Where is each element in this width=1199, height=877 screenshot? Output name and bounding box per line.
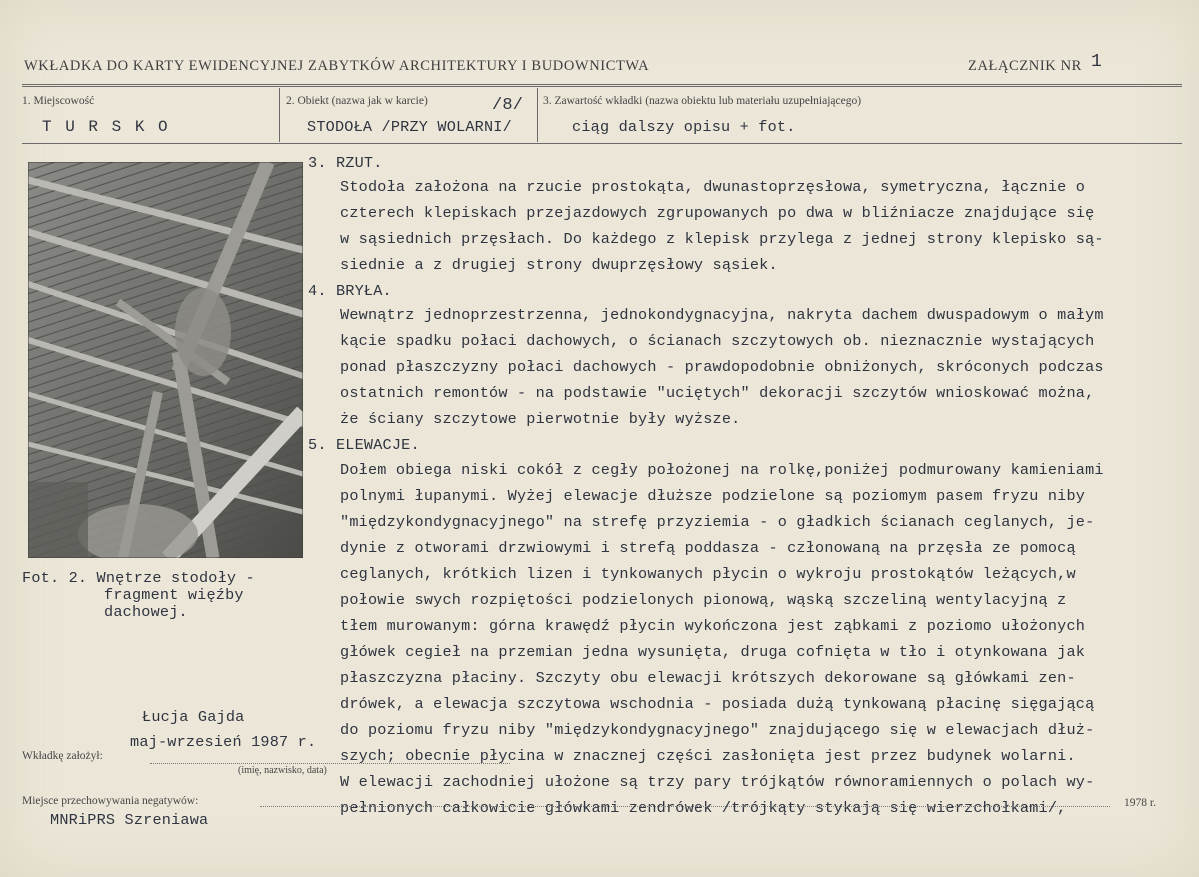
object-label: 2. Obiekt (nazwa jak w karcie)	[286, 95, 428, 107]
photo-caption-line-1: Fot. 2. Wnętrze stodoły -	[22, 569, 255, 587]
roof-truss-image	[28, 162, 303, 558]
field-divider-2	[537, 88, 538, 142]
section-heading-elewacje: 5. ELEWACJE.	[308, 436, 420, 454]
header-rule	[22, 84, 1182, 85]
object-number: /8/	[492, 96, 524, 115]
barn-interior-photo	[28, 162, 303, 558]
filed-by-sublabel: (imię, nazwisko, data)	[238, 765, 327, 776]
filed-by-label: Wkładkę założył:	[22, 750, 103, 762]
text-line: siednie a z drugiej strony dwuprzęsłowy sąsiek.	[340, 256, 778, 274]
section-heading-rzut: 3. RZUT.	[308, 154, 383, 172]
text-line: główek cegieł na przemian jedna wysunięta, druga cofnięta w tło i otynkowana jak	[340, 643, 1086, 661]
header-rule-2	[22, 86, 1182, 87]
locality-label: 1. Miejscowość	[22, 95, 95, 107]
negatives-label: Miejsce przechowywania negatywów:	[22, 795, 199, 807]
section-heading-bryla: 4. BRYŁA.	[308, 282, 392, 300]
object-value: STODOŁA /PRZY WOLARNI/	[307, 118, 512, 136]
negatives-line	[260, 806, 1110, 807]
card-title: WKŁADKA DO KARTY EWIDENCYJNEJ ZABYTKÓW ARCHITEKTURY I BUDOWNICTWA	[24, 58, 650, 74]
text-line: W elewacji zachodniej ułożone są trzy pary trójkątów równoramiennych o polach wy-	[340, 773, 1095, 791]
author-name: Łucja Gajda	[142, 708, 245, 726]
text-line: Stodoła założona na rzucie prostokąta, dwunastoprzęsłowa, symetryczna, łącznie o	[340, 178, 1086, 196]
author-date: maj-wrzesień 1987 r.	[130, 733, 317, 751]
field-row-rule	[22, 143, 1182, 144]
text-line: w sąsiednich przęsłach. Do każdego z klepisk przylega z jednej strony klepisko są-	[340, 230, 1104, 248]
text-line: ceglanych, krótkich lizen i tynkowanych płycin o wykroju prostokątów leżących,w	[340, 565, 1076, 583]
contents-value: ciąg dalszy opisu + fot.	[572, 118, 796, 136]
photo-caption-line-3: dachowej.	[104, 603, 188, 621]
annex-label: ZAŁĄCZNIK NR	[968, 58, 1082, 74]
locality-value: T U R S K O	[42, 118, 170, 136]
text-line: szych; obecnie płycina w znacznej części zasłonięta jest przez budynek wolarni.	[340, 747, 1076, 765]
text-line: tłem murowanym: górna krawędź płycin wykończona jest ząbkami z poziomo ułożonych	[340, 617, 1086, 635]
text-line: kącie spadku połaci dachowych, o ścianach szczytowych ob. nieznacznie wystających	[340, 332, 1095, 350]
text-line: płaszczyzna płaciny. Szczyty obu elewacji krótszych dekorowane są główkami zen-	[340, 669, 1076, 687]
text-line: dynie z otworami drzwiowymi i strefą poddasza - członowaną na przęsła ze pomocą	[340, 539, 1076, 557]
stamp-year: 1978 r.	[1124, 797, 1156, 809]
text-line: Dołem obiega niski cokół z cegły położonej na rolkę,poniżej podmurowany kamieniami	[340, 461, 1104, 479]
text-line: polnymi łupanymi. Wyżej elewacje dłuższe podzielone są poziomym pasem fryzu niby	[340, 487, 1086, 505]
contents-label: 3. Zawartość wkładki (nazwa obiektu lub materiału uzupełniającego)	[543, 95, 862, 107]
text-line: ponad płaszczyzny połaci dachowych - prawdopodobnie obniżonych, skróconych podczas	[340, 358, 1104, 376]
text-line: drówek, a elewacja szczytowa wschodnia - posiada dużą tynkowaną płacinę sięgającą	[340, 695, 1095, 713]
annex-number: 1	[1091, 52, 1102, 72]
text-line: do poziomu fryzu niby "międzykondygnacyjnego" znajdującego się w elewacjach dłuż-	[340, 721, 1095, 739]
text-line: połowie swych rozpiętości podzielonych pionową, wąską szczeliną wentylacyjną z	[340, 591, 1067, 609]
photo-caption-line-2: fragment więźby	[104, 586, 244, 604]
text-line: ostatnich remontów - na podstawie "uciętych" dekoracji szczytów wnioskować można,	[340, 384, 1095, 402]
field-divider-1	[279, 88, 280, 142]
text-line: "międzykondygnacyjnego" na strefę przyziemia - o gładkich ścianach ceglanych, je-	[340, 513, 1095, 531]
text-line: Wewnątrz jednoprzestrzenna, jednokondygnacyjna, nakryta dachem dwuspadowym o małym	[340, 306, 1104, 324]
text-line: czterech klepiskach przejazdowych zgrupowanych po dwa w bliźniacze znajdujące się	[340, 204, 1095, 222]
negatives-location: MNRiPRS Szreniawa	[50, 811, 209, 829]
text-line: że ściany szczytowe pierwotnie były wyższe.	[340, 410, 741, 428]
filed-by-line	[150, 763, 510, 764]
text-line: pełnionych całkowicie główkami zendrówek /trójkąty stykają się wierzchołkami/,	[340, 799, 1067, 817]
